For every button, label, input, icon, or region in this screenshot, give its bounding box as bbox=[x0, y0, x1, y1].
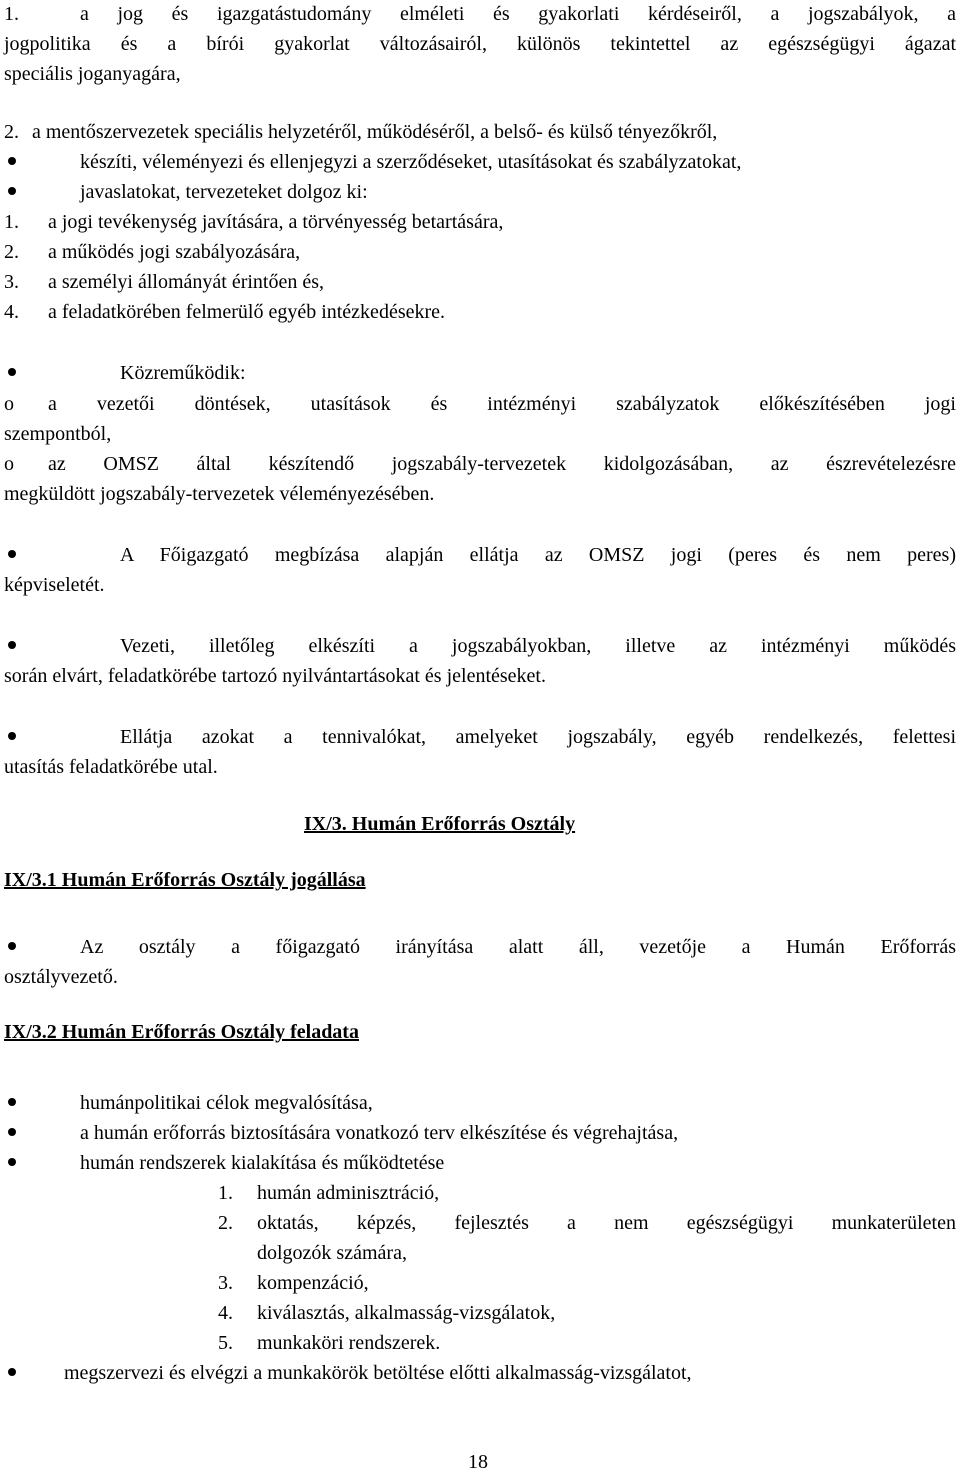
task-item: a humán erőforrás biztosítására vonatkozó terv elkészítése és végrehajtása, bbox=[80, 1122, 679, 1144]
cooperates-item-2-line-2: megküldött jogszabály-tervezetek véleményezésében. bbox=[4, 483, 435, 505]
system-item: humán adminisztráció, bbox=[257, 1182, 440, 1204]
bullet-icon bbox=[8, 1128, 16, 1136]
cooperates-heading: Közreműködik: bbox=[120, 362, 246, 384]
item-1-line-3: speciális joganyagára, bbox=[4, 63, 181, 85]
bullet-icon bbox=[8, 187, 16, 195]
prepares-item: a jogi tevékenység javítására, a törvényesség betartására, bbox=[48, 211, 504, 233]
prepares-item-number: 2. bbox=[4, 241, 19, 263]
paragraph-1-line-1: A Főigazgató megbízása alapján ellátja az OMSZ jogi (peres és nem peres) bbox=[120, 544, 956, 566]
item-2-number: 2. bbox=[4, 121, 19, 143]
cooperates-item-2-line-1: az OMSZ által készítendő jogszabály-tervezetek kidolgozásában, az észrevételezésre bbox=[48, 453, 956, 475]
prepares-line-2: javaslatokat, tervezeteket dolgoz ki: bbox=[80, 181, 368, 203]
bullet-icon bbox=[8, 641, 16, 649]
bullet-icon bbox=[8, 942, 16, 950]
cooperates-item-1-line-1: a vezetői döntések, utasítások és intézményi szabályzatok előkészítésében jogi bbox=[48, 393, 956, 415]
bullet-icon bbox=[8, 1158, 16, 1166]
system-item: kiválasztás, alkalmasság-vizsgálatok, bbox=[257, 1302, 556, 1324]
system-item: kompenzáció, bbox=[257, 1272, 369, 1294]
prepares-item: a működés jogi szabályozására, bbox=[48, 241, 301, 263]
system-item: munkaköri rendszerek. bbox=[257, 1332, 441, 1354]
paragraph-2-line-1: Vezeti, illetőleg elkészíti a jogszabályokban, illetve az intézményi működés bbox=[120, 635, 956, 657]
system-number: 3. bbox=[218, 1272, 233, 1294]
paragraph-2-line-2: során elvárt, feladatkörébe tartozó nyilvántartásokat és jelentéseket. bbox=[4, 665, 546, 687]
system-item-continued: dolgozók számára, bbox=[257, 1242, 407, 1264]
paragraph-1-line-2: képviseletét. bbox=[4, 574, 105, 596]
cooperates-item-1-line-2: szempontból, bbox=[4, 423, 112, 445]
status-line-2: osztályvezető. bbox=[4, 966, 118, 988]
bullet-icon bbox=[8, 1098, 16, 1106]
system-item: oktatás, képzés, fejlesztés a nem egészségügyi munkaterületen bbox=[257, 1212, 956, 1234]
item-2-text: a mentőszervezetek speciális helyzetéről, működéséről, a belső- és külső tényezőkről, bbox=[32, 121, 718, 143]
prepares-item-number: 3. bbox=[4, 271, 19, 293]
system-number: 1. bbox=[218, 1182, 233, 1204]
prepares-item: a feladatkörében felmerülő egyéb intézkedésekre. bbox=[48, 301, 446, 323]
subsection-2-title: IX/3.2 Humán Erőforrás Osztály feladata bbox=[4, 1021, 359, 1043]
prepares-line-1: készíti, véleményezi és ellenjegyzi a szerződéseket, utasításokat és szabályzatokat, bbox=[80, 151, 742, 173]
system-number: 4. bbox=[218, 1302, 233, 1324]
task-item: humán rendszerek kialakítása és működtetése bbox=[80, 1152, 445, 1174]
item-1-line-1: a jog és igazgatástudomány elméleti és gyakorlati kérdéseiről, a jogszabályok, a bbox=[80, 3, 956, 25]
paragraph-3-line-1: Ellátja azokat a tennivalókat, amelyeket jogszabály, egyéb rendelkezés, felettesi bbox=[120, 726, 956, 748]
bullet-icon bbox=[8, 732, 16, 740]
system-number: 5. bbox=[218, 1332, 233, 1354]
section-title: IX/3. Humán Erőforrás Osztály bbox=[304, 813, 576, 835]
task-item: humánpolitikai célok megvalósítása, bbox=[80, 1092, 373, 1114]
bullet-icon bbox=[8, 1368, 16, 1376]
subsection-1-title: IX/3.1 Humán Erőforrás Osztály jogállása bbox=[4, 869, 366, 891]
status-line-1: Az osztály a főigazgató irányítása alatt áll, vezetője a Humán Erőforrás bbox=[80, 936, 956, 958]
system-number: 2. bbox=[218, 1212, 233, 1234]
paragraph-3-line-2: utasítás feladatkörébe utal. bbox=[4, 756, 218, 778]
page-number: 18 bbox=[468, 1451, 488, 1473]
bullet-icon bbox=[8, 550, 16, 558]
prepares-item: a személyi állományát érintően és, bbox=[48, 271, 325, 293]
bullet-icon bbox=[8, 157, 16, 165]
item-1-line-2: jogpolitika és a bírói gyakorlat változásairól, különös tekintettel az egészségügyi ágazat bbox=[4, 33, 956, 55]
cooperates-marker: o bbox=[4, 393, 14, 415]
cooperates-marker: o bbox=[4, 453, 14, 475]
prepares-item-number: 1. bbox=[4, 211, 19, 233]
bullet-icon bbox=[8, 368, 16, 376]
task-item-last: megszervezi és elvégzi a munkakörök betöltése előtti alkalmasság-vizsgálatot, bbox=[64, 1362, 692, 1384]
prepares-item-number: 4. bbox=[4, 301, 19, 323]
item-1-number: 1. bbox=[4, 3, 19, 25]
